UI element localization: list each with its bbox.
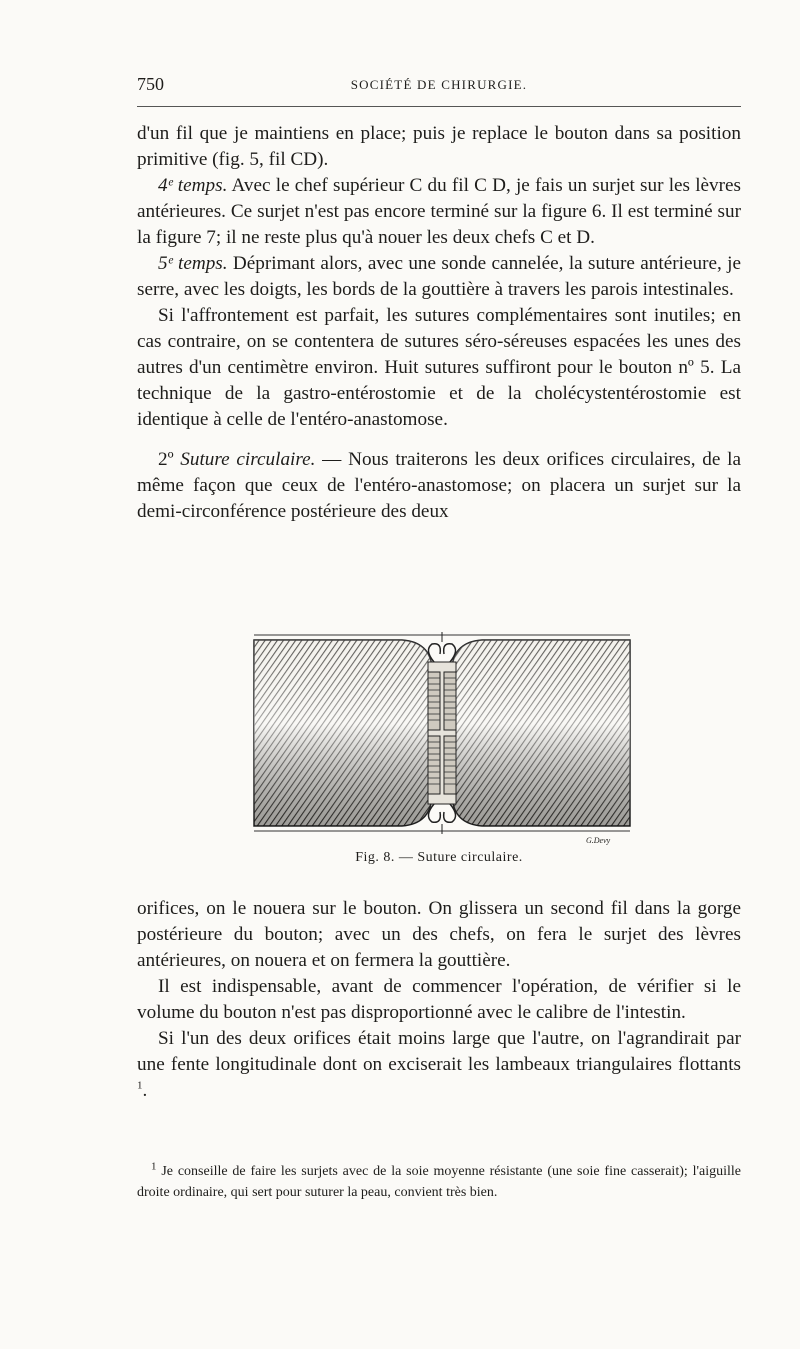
page-number: 750	[137, 74, 164, 94]
engraver-signature: G.Devy	[586, 836, 611, 845]
step-label: 5ᵉ temps.	[158, 253, 228, 274]
footnote-text: Je conseille de faire les surjets avec de la soie moyenne résistante (une soie fine casserait); l'aiguille droite ordinaire, qui sert pour suturer la peau, convient très bien.	[137, 1164, 741, 1200]
text-block-upper	[137, 121, 741, 525]
paragraph-step-4: 4ᵉ temps. Avec le chef supérieur C du fil C D, je fais un surjet sur les lèvres antérieures. Ce surjet n'est pas encore terminé sur la figure 6. Il est terminé sur la figure 7; il ne reste plus qu'à nouer les deux chefs C et D.	[137, 175, 742, 248]
paragraph-fente: Si l'un des deux orifices était moins large que l'autre, on l'agrandirait par une fente longitudinale dont on exciserait les lambeaux triangulaires flottants $^1$.	[137, 1028, 741, 1101]
paragraph-step-5: 5ᵉ temps. Déprimant alors, avec une sonde cannelée, la suture antérieure, je serre, avec les doigts, les bords de la gouttière à travers les parois intestinales.	[137, 253, 742, 300]
footnote-marker: 1	[151, 1160, 157, 1173]
header-rule	[137, 106, 741, 107]
section-label: Suture circulaire.	[180, 449, 316, 470]
figure-caption: Fig. 8. — Suture circulaire.	[355, 850, 523, 865]
footnote-reference[interactable]: 1	[137, 1079, 143, 1092]
step-label: 4ᵉ temps.	[158, 175, 228, 196]
paragraph-volume: Il est indispensable, avant de commencer l'opération, de vérifier si le volume du bouton n'est pas disproportionné avec le calibre de l'intestin.	[137, 976, 741, 1023]
paragraph-orifices: orifices, on le nouera sur le bouton. On glissera un second fil dans la gorge postérieure du bouton; avec un des chefs, on fera le surjet des lèvres antérieures, on nouera et on fermera la gouttière.	[137, 898, 741, 971]
paragraph-affrontement: Si l'affrontement est parfait, les sutures complémentaires sont inutiles; en cas contraire, on se contentera de sutures séro-séreuses espacées les unes des autres d'un centimètre environ. Huit sutures suffiront pour le bouton nº 5. La technique de la gastro-entérostomie et de la cholécystentérostomie est identique à celle de l'entéro-anastomose.	[137, 305, 741, 430]
text-block-lower	[137, 896, 741, 1104]
page-header	[137, 74, 741, 96]
running-title: SOCIÉTÉ DE CHIRURGIE.	[350, 77, 528, 92]
paragraph-continuation: d'un fil que je maintiens en place; puis je replace le bouton dans sa position primitive (fig. 5, fil CD).	[137, 123, 741, 170]
footnote	[137, 1161, 741, 1203]
figure-illustration	[252, 632, 632, 842]
paragraph-suture-circulaire: 2º Suture circulaire. — Nous traiterons les deux orifices circulaires, de la même façon que ceux de l'entéro-anastomose; on placera un surjet sur la demi-circonférence postérieure des deux	[137, 449, 741, 522]
suture-engraving	[252, 632, 632, 842]
